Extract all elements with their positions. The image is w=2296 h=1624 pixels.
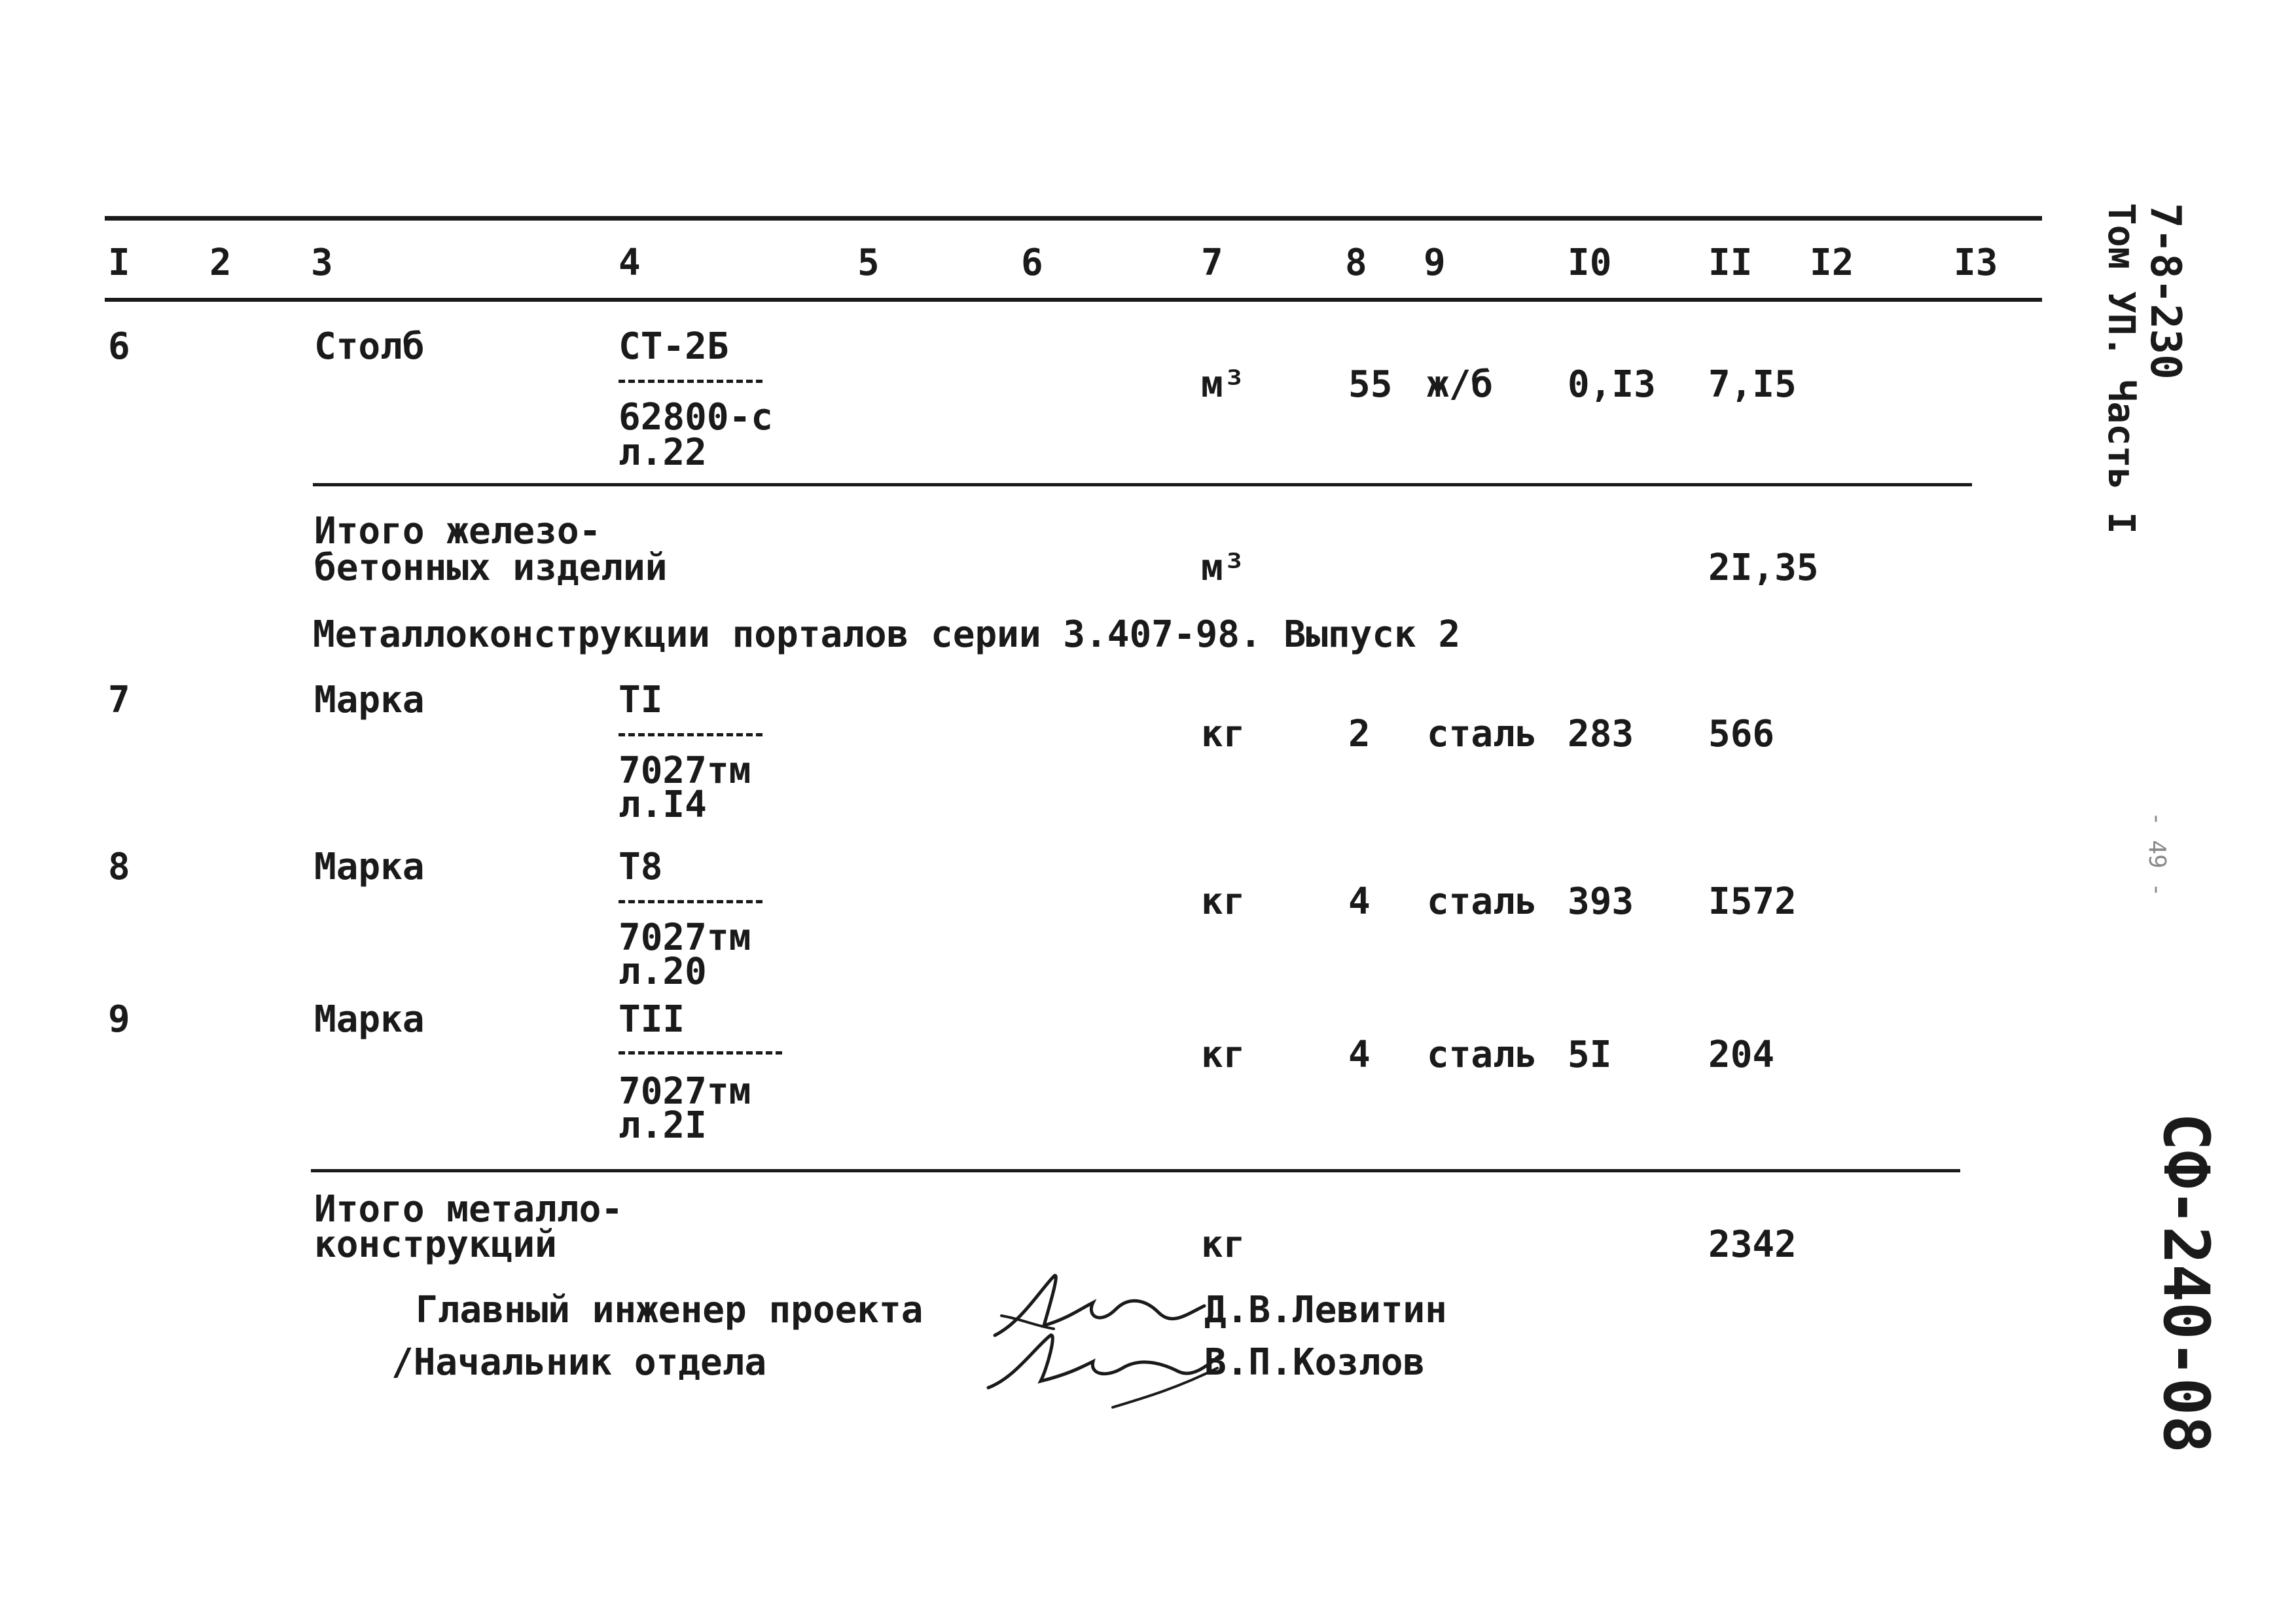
- column-header: 5: [857, 242, 880, 284]
- signature-name: Д.В.Левитин: [1204, 1289, 1447, 1331]
- mark-divider: [619, 733, 762, 736]
- handwritten-signature: [982, 1263, 1230, 1414]
- signature-role: Главный инженер проекта: [416, 1289, 924, 1331]
- page-number: - 49 -: [2144, 812, 2170, 897]
- row-name: Марка: [314, 998, 425, 1041]
- row-mark-sheet: л.20: [619, 950, 707, 993]
- mark-divider: [619, 900, 762, 903]
- subtotal-label-line1: Итого металло-: [314, 1188, 624, 1231]
- section-rule: [311, 1169, 1960, 1172]
- row-mark-doc: 7027тм: [619, 1070, 751, 1113]
- subtotal-total: 2342: [1708, 1223, 1797, 1266]
- row-mark-sheet: л.I4: [619, 784, 707, 826]
- row-number: 8: [108, 846, 130, 888]
- mark-divider: [619, 1051, 782, 1055]
- row-unit: м³: [1201, 363, 1246, 406]
- row-unit-value: 393: [1568, 880, 1634, 923]
- column-header: 8: [1345, 242, 1367, 284]
- row-unit: кг: [1201, 1034, 1246, 1076]
- column-header: 7: [1201, 242, 1223, 284]
- row-material: сталь: [1427, 713, 1537, 755]
- section-heading: Металлоконструкции порталов серии 3.407-98. Выпуск 2: [313, 613, 1461, 656]
- row-mark-top: TII: [619, 998, 685, 1041]
- subtotal-unit: кг: [1201, 1223, 1246, 1266]
- row-number: 9: [108, 998, 130, 1041]
- column-header: 9: [1424, 242, 1446, 284]
- row-mark-doc: 7027тм: [619, 749, 751, 792]
- column-header: 6: [1021, 242, 1043, 284]
- row-mark-doc: 62800-с: [619, 396, 774, 439]
- row-name: Марка: [314, 846, 425, 888]
- row-qty: 55: [1348, 363, 1393, 406]
- row-material: ж/б: [1427, 363, 1494, 406]
- row-qty: 4: [1348, 1034, 1371, 1076]
- row-name: Марка: [314, 679, 425, 721]
- column-header: 2: [209, 242, 232, 284]
- header-bottom-rule: [105, 298, 2042, 302]
- stamp-code: СФ-240-08: [2149, 1113, 2223, 1454]
- row-qty: 4: [1348, 880, 1371, 923]
- signature-name: В.П.Козлов: [1204, 1341, 1426, 1384]
- row-mark-top: T8: [619, 846, 663, 888]
- row-number: 6: [108, 325, 130, 368]
- column-header: I3: [1954, 242, 1998, 284]
- row-mark-doc: 7027тм: [619, 916, 751, 959]
- row-mark-sheet: л.2I: [619, 1104, 707, 1147]
- section-rule: [313, 483, 1972, 486]
- subtotal-label-line1: Итого железо-: [314, 510, 601, 552]
- row-material: сталь: [1427, 880, 1537, 923]
- row-total: I572: [1708, 880, 1797, 923]
- document-code: 7-8-230: [2141, 203, 2189, 380]
- column-header: 4: [619, 242, 641, 284]
- subtotal-unit: м³: [1201, 547, 1246, 589]
- volume-part: Том УП. Часть I: [2100, 203, 2142, 534]
- row-name: Столб: [314, 325, 425, 368]
- row-unit: кг: [1201, 713, 1246, 755]
- column-header: 3: [311, 242, 333, 284]
- row-number: 7: [108, 679, 130, 721]
- signature-role: /Начальник отдела: [391, 1341, 767, 1384]
- row-unit: кг: [1201, 880, 1246, 923]
- row-mark-top: СТ-2Б: [619, 325, 729, 368]
- subtotal-label-line2: бетонных изделий: [314, 547, 668, 589]
- row-unit-value: 283: [1568, 713, 1634, 755]
- row-total: 7,I5: [1708, 363, 1797, 406]
- header-top-rule: [105, 216, 2042, 221]
- row-material: сталь: [1427, 1034, 1537, 1076]
- row-unit-value: 0,I3: [1568, 363, 1656, 406]
- column-header: I2: [1810, 242, 1854, 284]
- row-total: 204: [1708, 1034, 1775, 1076]
- mark-divider: [619, 380, 762, 383]
- row-total: 566: [1708, 713, 1775, 755]
- column-header: II: [1708, 242, 1753, 284]
- column-header: I0: [1568, 242, 1612, 284]
- subtotal-label-line2: конструкций: [314, 1223, 557, 1266]
- subtotal-total: 2I,35: [1708, 547, 1819, 589]
- row-mark-top: TI: [619, 679, 663, 721]
- row-mark-sheet: л.22: [619, 431, 707, 474]
- row-qty: 2: [1348, 713, 1371, 755]
- row-unit-value: 5I: [1568, 1034, 1612, 1076]
- column-header: I: [108, 242, 130, 284]
